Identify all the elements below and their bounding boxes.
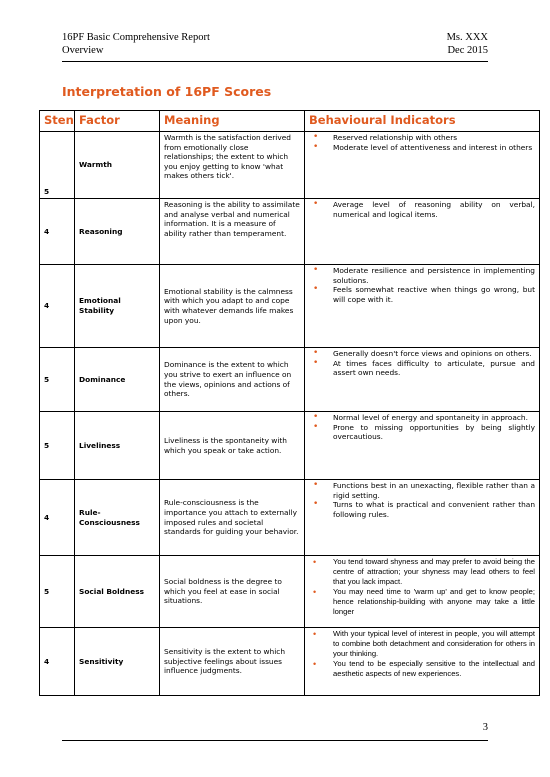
column-header-factor: Factor <box>75 111 160 132</box>
table-row <box>40 556 540 628</box>
indicator-item: • Reserved relationship with others <box>309 133 535 143</box>
indicator-item: • You tend toward shyness and may prefer to avoid being the centre of attraction; your shyness may lead others to feel that you lack impact. <box>309 557 535 587</box>
factor-meaning: Rule-consciousness is the importance you attach to externally imposed rules and societal standards for guiding your behavior. <box>160 480 305 556</box>
factor-name: Sensitivity <box>75 628 160 696</box>
candidate-name: Ms. XXX <box>446 32 488 43</box>
factor-meaning: Warmth is the satisfaction derived from emotionally close relationships; the extent to which you enjoy getting to know 'what makes others tick'. <box>160 132 305 199</box>
behavioural-indicators <box>305 628 540 696</box>
factor-meaning: Emotional stability is the calmness with which you adapt to and cope with whatever demands life makes upon you. <box>160 265 305 348</box>
behavioural-indicators <box>305 480 540 556</box>
column-header-indicators: Behavioural Indicators <box>305 111 540 132</box>
behavioural-indicators <box>305 132 540 199</box>
sten-score: 5 <box>40 556 75 628</box>
indicator-item: • Normal level of energy and spontaneity in approach. <box>309 413 535 423</box>
sten-score: 4 <box>40 480 75 556</box>
report-title: 16PF Basic Comprehensive Report <box>62 32 210 43</box>
indicator-item: • Prone to missing opportunities by being slightly overcautious. <box>309 423 535 442</box>
indicator-item: • Turns to what is practical and convenient rather than following rules. <box>309 500 535 519</box>
table-row <box>40 265 540 348</box>
factor-name: Warmth <box>75 132 160 199</box>
section-title: Interpretation of 16PF Scores <box>62 84 272 99</box>
behavioural-indicators <box>305 348 540 412</box>
table-row <box>40 199 540 265</box>
indicator-item: • Moderate resilience and persistence in implementing solutions. <box>309 266 535 285</box>
footer-rule <box>62 740 488 741</box>
report-date: Dec 2015 <box>447 45 488 56</box>
behavioural-indicators <box>305 199 540 265</box>
table-row <box>40 132 540 199</box>
report-section: Overview <box>62 45 104 56</box>
sten-score: 5 <box>40 348 75 412</box>
sten-score: 4 <box>40 199 75 265</box>
column-header-sten: Sten <box>40 111 75 132</box>
factor-name: Reasoning <box>75 199 160 265</box>
indicator-item: • Generally doesn't force views and opinions on others. <box>309 349 535 359</box>
behavioural-indicators <box>305 265 540 348</box>
factor-meaning: Reasoning is the ability to assimilate and analyse verbal and numerical information. It is a measure of ability rather than temperament. <box>160 199 305 265</box>
factor-meaning: Sensitivity is the extent to which subjective feelings about issues influence judgments. <box>160 628 305 696</box>
page-header <box>62 31 488 57</box>
column-header-meaning: Meaning <box>160 111 305 132</box>
sten-score: 4 <box>40 628 75 696</box>
factor-name: Rule-Consciousness <box>75 480 160 556</box>
indicator-item: • Moderate level of attentiveness and interest in others <box>309 143 535 153</box>
table-row <box>40 628 540 696</box>
indicator-item: • Feels somewhat reactive when things go wrong, but will cope with it. <box>309 285 535 304</box>
table-header-row <box>40 111 540 132</box>
indicator-item: • Average level of reasoning ability on verbal, numerical and logical items. <box>309 200 535 219</box>
factor-name: Emotional Stability <box>75 265 160 348</box>
factor-name: Dominance <box>75 348 160 412</box>
indicator-item: • With your typical level of interest in people, you will attempt to combine both detachment and consideration for others in your thinking. <box>309 629 535 659</box>
table-row <box>40 480 540 556</box>
table-row <box>40 348 540 412</box>
page-number: 3 <box>482 722 488 733</box>
header-rule <box>62 61 488 62</box>
factor-name: Social Boldness <box>75 556 160 628</box>
scores-table <box>39 110 540 696</box>
sten-score: 5 <box>40 412 75 480</box>
behavioural-indicators <box>305 412 540 480</box>
indicator-item: • You tend to be especially sensitive to the intellectual and aesthetic aspects of new experiences. <box>309 659 535 679</box>
table-row <box>40 412 540 480</box>
indicator-item: • You may need time to 'warm up' and get to know people; hence relationship-building with anyone may take a little longer <box>309 587 535 617</box>
behavioural-indicators <box>305 556 540 628</box>
sten-score: 4 <box>40 265 75 348</box>
factor-meaning: Liveliness is the spontaneity with which you speak or take action. <box>160 412 305 480</box>
factor-name: Liveliness <box>75 412 160 480</box>
indicator-item: • At times faces difficulty to articulate, pursue and assert own needs. <box>309 359 535 378</box>
factor-meaning: Social boldness is the degree to which you feel at ease in social situations. <box>160 556 305 628</box>
sten-score: 5 <box>40 132 75 199</box>
indicator-item: • Functions best in an unexacting, flexible rather than a rigid setting. <box>309 481 535 500</box>
factor-meaning: Dominance is the extent to which you strive to exert an influence on the views, opinions and actions of others. <box>160 348 305 412</box>
